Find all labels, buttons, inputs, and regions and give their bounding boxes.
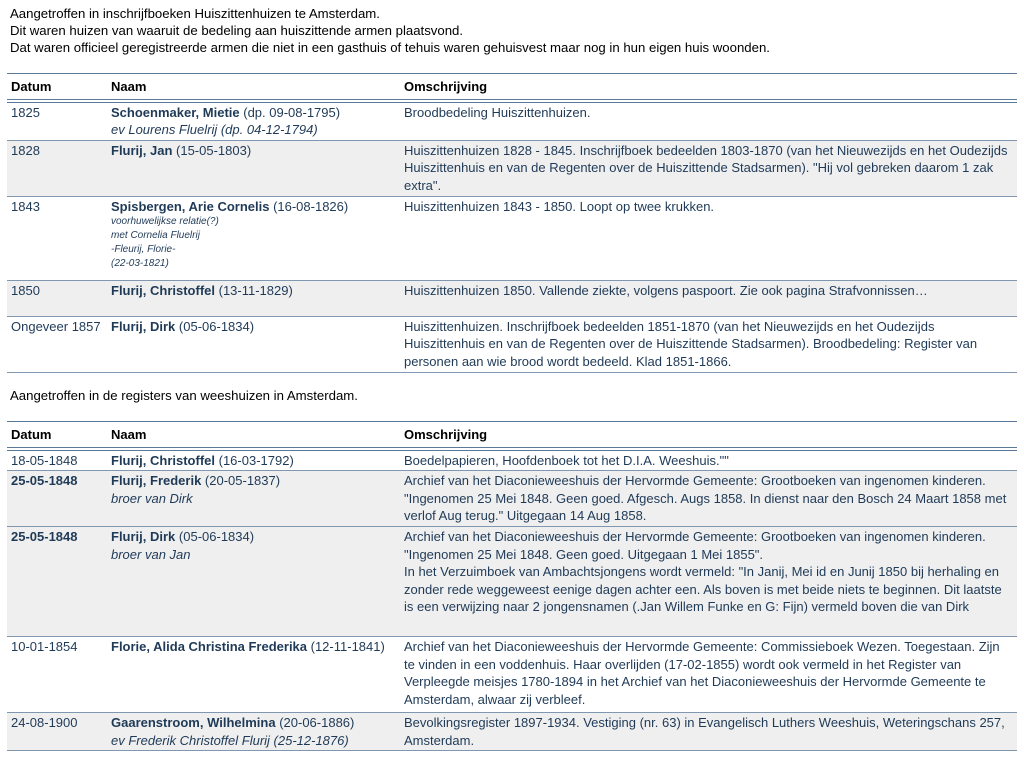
table-row [7,101,1017,141]
omschrijving-text: Archief van het Diaconieweeshuis der Hervormde Gemeente: Grootboeken van ingenomen kinderen. "Ingenomen 25 Mei 1848. Geen goed. Uitgegaan 1 Mei 1855". [404,528,986,562]
person-dates: (12-11-1841) [307,638,385,654]
intro-line: Dit waren huizen van waaruit de bedeling aan huiszittende armen plaatsvond. [10,23,464,38]
relation-line: (22-03-1821) [111,258,169,270]
column-header-naam: Naam [107,422,400,449]
person-name: Spisbergen, Arie Cornelis [111,198,270,214]
person-dates: (15-05-1803) [172,142,252,158]
column-header-datum: Datum [7,422,107,449]
person-dates: (dp. 09-08-1795) [239,104,341,120]
person-name: Schoenmaker, Mietie [111,104,240,120]
person-dates: (05-06-1834) [175,528,255,544]
relation-note [111,215,396,271]
person-name: Flurij, Dirk [111,318,176,334]
cell-naam [107,140,400,196]
huiszittenhuizen-table [7,73,1017,373]
spouse-note: ev Lourens Fluelrij (dp. 04-12-1794) [111,122,318,138]
weeshuizen-table [7,421,1017,751]
cell-omschrijving: Huiszittenhuizen 1850. Vallende ziekte, volgens paspoort. Zie ook pagina Strafvonnissen… [400,280,1017,316]
table-row [7,140,1017,196]
column-header-datum: Datum [7,74,107,101]
person-name: Flurij, Frederik [111,473,202,489]
relation-line: -Fleurij, Florie- [111,244,176,256]
table-header-row [7,74,1017,101]
table-row [7,449,1017,471]
person-dates: (16-08-1826) [269,198,349,214]
intro-line: Aangetroffen in inschrijfboeken Huiszittenhuizen te Amsterdam. [10,6,380,21]
table-row [7,471,1017,527]
cell-naam [107,526,400,636]
cell-datum: 24-08-1900 [7,712,107,750]
cell-naam [107,101,400,141]
person-dates: (20-05-1837) [201,473,281,489]
person-name: Flurij, Christoffel [111,452,215,468]
cell-datum: 1850 [7,280,107,316]
cell-omschrijving: Huiszittenhuizen 1828 - 1845. Inschrijfboek bedeelden 1803-1870 (van het Nieuwezijds en het Oudezijds Huiszittenhuis en van de Regenten over de Huiszittende Stadsarmen). "Hij vol gebreken daarom 1 zak extra". [400,140,1017,196]
person-dates: (16-03-1792) [215,452,294,468]
person-dates: (13-11-1829) [215,282,293,298]
sibling-note: broer van Dirk [111,490,193,506]
relation-line: met Cornelia Fluelrij [111,230,200,242]
cell-datum: 1828 [7,140,107,196]
cell-omschrijving: Archief van het Diaconieweeshuis der Hervormde Gemeente: Commissieboek Wezen. Toegestaan. Zijn te vinden in een voddenhuis. Haar overlijden (17-02-1855) wordt ook vermeld in het Register van Verpleegde meisjes 1780-1894 in het Archief van het Diaconieweeshuis der Hervormde Gemeente te Amsterdam, alwaar zij verbleef. [400,636,1017,712]
cell-datum: 25-05-1848 [7,526,107,636]
person-dates: (05-06-1834) [175,318,255,334]
cell-omschrijving: Bevolkingsregister 1897-1934. Vestiging (nr. 63) in Evangelisch Luthers Weeshuis, Weteringschans 257, Amsterdam. [400,712,1017,750]
column-header-omschrijving: Omschrijving [400,422,1017,449]
person-name: Gaarenstroom, Wilhelmina [111,714,276,730]
cell-omschrijving: Huiszittenhuizen. Inschrijfboek bedeelden 1851-1870 (van het Nieuwezijds en het Oudezijds Huiszittenhuis en van de Regenten over de Huiszittende Stadsarmen). Broodbedeling: Register van personen aan wie brood wordt bedeeld. Klad 1851-1866. [400,316,1017,372]
column-header-naam: Naam [107,74,400,101]
cell-datum: 10-01-1854 [7,636,107,712]
cell-naam [107,712,400,750]
table-header-row [7,422,1017,449]
cell-naam [107,449,400,471]
table-row [7,196,1017,280]
section-title-weeshuizen: Aangetroffen in de registers van weeshuizen in Amsterdam. [10,388,358,403]
table-row [7,636,1017,712]
cell-omschrijving: Huiszittenhuizen 1843 - 1850. Loopt op twee krukken. [400,196,1017,280]
person-dates: (20-06-1886) [275,714,355,730]
cell-omschrijving: Broodbedeling Huiszittenhuizen. [400,101,1017,141]
cell-naam [107,471,400,527]
cell-datum: 25-05-1848 [7,471,107,527]
table-row [7,280,1017,316]
cell-omschrijving: Archief van het Diaconieweeshuis der Hervormde Gemeente: Grootboeken van ingenomen kinderen. "Ingenomen 25 Mei 1848. Geen goed. Afgesch. Augs 1858. In dienst naar den Bosch 24 Maart 1858 met verlof Aug terug." Uitgegaan 14 Aug 1858. [400,471,1017,527]
cell-omschrijving: Boedelpapieren, Hoofdenboek tot het D.I.A. Weeshuis."" [400,449,1017,471]
sibling-note: broer van Jan [111,546,191,562]
cell-datum: Ongeveer 1857 [7,316,107,372]
cell-naam [107,316,400,372]
omschrijving-text: In het Verzuimboek van Ambachtsjongens wordt vermeld: "In Janij, Mei id en Junij 1850 bij herhaling en zonder rede weggeweest eenige dagen achter een. Als boven is met beide niets te beginnen. Dit laatste is een verwijzing naar 2 jongensnamen (.Jan Willem Funke en G: Fijn) vermeld boven die van Dirk [404,564,1002,615]
cell-datum: 1825 [7,101,107,141]
person-name: Florie, Alida Christina Frederika [111,638,308,654]
column-header-omschrijving: Omschrijving [400,74,1017,101]
cell-naam [107,636,400,712]
relation-line: voorhuwelijkse relatie(?) [111,216,219,228]
table-row [7,316,1017,372]
table-row [7,712,1017,750]
cell-datum: 1843 [7,196,107,280]
cell-naam [107,280,400,316]
person-name: Flurij, Jan [111,142,173,158]
cell-datum: 18-05-1848 [7,449,107,471]
person-name: Flurij, Dirk [111,528,176,544]
intro-text [10,5,770,56]
cell-naam [107,196,400,280]
spouse-note: ev Frederik Christoffel Flurij (25-12-1876) [111,732,349,748]
person-name: Flurij, Christoffel [111,282,215,298]
table-row [7,526,1017,636]
intro-line: Dat waren officieel geregistreerde armen die niet in een gasthuis of tehuis waren gehuisvest maar nog in hun eigen huis woonden. [10,40,770,55]
cell-omschrijving [400,526,1017,636]
